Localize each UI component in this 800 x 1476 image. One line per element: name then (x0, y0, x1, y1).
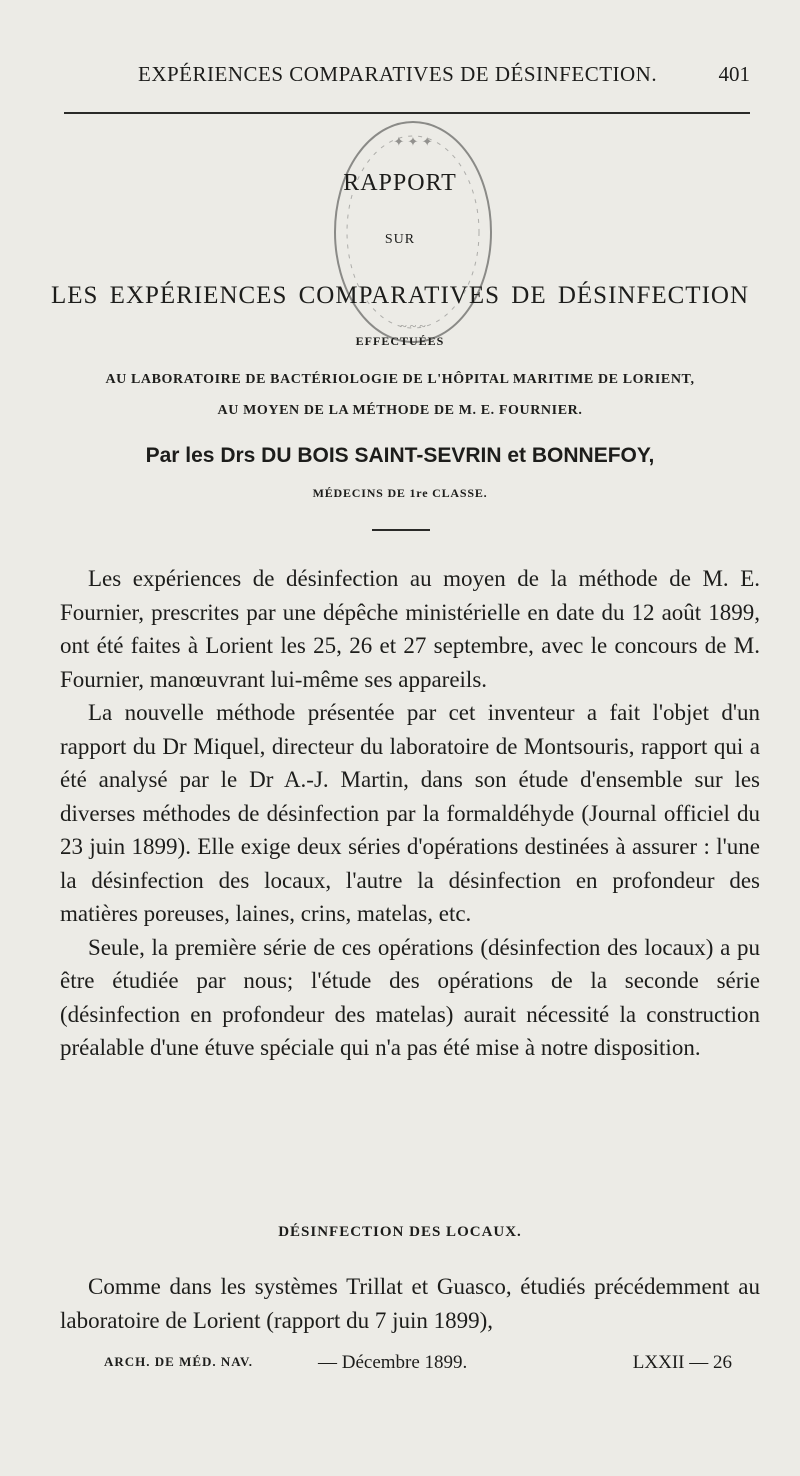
method-line: AU MOYEN DE LA MÉTHODE DE M. E. FOURNIER. (217, 403, 583, 418)
paragraph: Seule, la première série de ces opérations (désinfection des locaux) a pu être étudiée par nous; l'étude des opérations de la seconde série (désinfection en profondeur des matelas) aurait nécessité la construction préalable d'une étuve spéciale qui n'a pas été mise à notre disposition. (60, 934, 760, 1060)
laboratory-line: AU LABORATOIRE DE BACTÉRIOLOGIE DE L'HÔPITAL MARITIME DE LORIENT, (105, 372, 695, 387)
report-label: RAPPORT (343, 170, 457, 196)
authors-line: Par les Drs DU BOIS SAINT-SEVRIN et BONNEFOY, (145, 444, 655, 467)
footer-journal: ARCH. DE MÉD. NAV. (104, 1354, 253, 1369)
page-number: 401 (718, 62, 750, 86)
section-heading: DÉSINFECTION DES LOCAUX. (278, 1224, 522, 1240)
running-head (60, 62, 750, 92)
body-text (60, 562, 760, 1065)
footer-signature: LXXII — 26 (632, 1352, 732, 1373)
paragraph: Comme dans les systèmes Trillat et Guasco, étudiés précédemment au laboratoire de Lorient (rapport du 7 juin 1899), (60, 1274, 760, 1333)
paragraph: Les expériences de désinfection au moyen de la méthode de M. E. Fournier, prescrites par une dépêche ministérielle en date du 12 août 1899, ont été faites à Lorient les 25, 26 et 27 septembre, avec le concours de M. Fournier, manœuvrant lui-même ses appareils. (60, 566, 760, 692)
title-separator (372, 529, 430, 531)
header-rule (64, 112, 750, 114)
effectuees-label: EFFECTUÉES (355, 334, 445, 348)
page-footer (60, 1352, 750, 1382)
section-text (60, 1270, 760, 1337)
sur-label: SUR (384, 232, 416, 247)
main-title: LES EXPÉRIENCES COMPARATIVES DE DÉSINFECTION (50, 282, 749, 309)
footer-date: — Décembre 1899. (318, 1352, 468, 1373)
svg-text:~ ~ ~: ~ ~ ~ (400, 319, 426, 333)
rank-line: MÉDECINS DE 1re CLASSE. (312, 486, 488, 500)
running-title: EXPÉRIENCES COMPARATIVES DE DÉSINFECTION. (138, 62, 658, 86)
paragraph: La nouvelle méthode présentée par cet inventeur a fait l'objet d'un rapport du Dr Miquel, directeur du laboratoire de Montsouris, rapport qui a été analysé par le Dr A.-J. Martin, dans son étude d'ensemble sur les diverses méthodes de désinfection par la formaldéhyde (Journal officiel du 23 juin 1899). Elle exige deux séries d'opérations destinées à assurer : l'une la désinfection des locaux, l'autre la désinfection en profondeur des matières poreuses, laines, crins, matelas, etc. (60, 700, 760, 926)
svg-text:✦ ✦ ✦: ✦ ✦ ✦ (393, 134, 433, 149)
